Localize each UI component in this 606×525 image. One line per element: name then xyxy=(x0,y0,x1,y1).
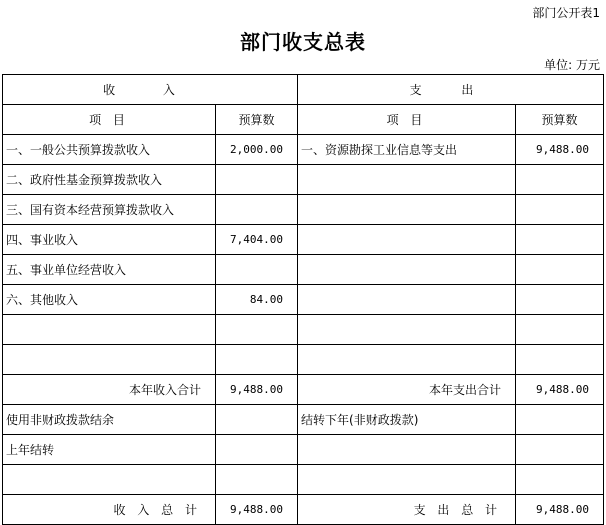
expense-value xyxy=(516,465,604,495)
table-row xyxy=(3,255,604,285)
table-row xyxy=(3,135,604,165)
section-header-row xyxy=(3,75,604,105)
expense-total-label: 支 出 总 计 xyxy=(298,495,516,525)
income-header: 收 入 xyxy=(3,75,298,105)
income-item: 二、政府性基金预算拨款收入 xyxy=(3,165,216,195)
income-subtotal-value: 9,488.00 xyxy=(216,375,298,405)
income-value xyxy=(216,465,298,495)
expense-subtotal-value: 9,488.00 xyxy=(516,375,604,405)
table-row xyxy=(3,405,604,435)
expense-item-header: 项 目 xyxy=(298,105,516,135)
income-item-header: 项 目 xyxy=(3,105,216,135)
expense-item xyxy=(298,225,516,255)
expense-value: 9,488.00 xyxy=(516,135,604,165)
income-item: 五、事业单位经营收入 xyxy=(3,255,216,285)
expense-item: 一、资源勘探工业信息等支出 xyxy=(298,135,516,165)
page-title: 部门收支总表 xyxy=(240,30,366,54)
income-value xyxy=(216,195,298,225)
income-value xyxy=(216,405,298,435)
expense-value xyxy=(516,255,604,285)
expense-item xyxy=(298,255,516,285)
expense-item xyxy=(298,465,516,495)
expense-item: 结转下年(非财政拨款) xyxy=(298,405,516,435)
income-item: 三、国有资本经营预算拨款收入 xyxy=(3,195,216,225)
income-value: 7,404.00 xyxy=(216,225,298,255)
income-value: 84.00 xyxy=(216,285,298,315)
expense-total-value: 9,488.00 xyxy=(516,495,604,525)
expense-budget-header: 预算数 xyxy=(516,105,604,135)
expense-value xyxy=(516,345,604,375)
income-item xyxy=(3,345,216,375)
expense-value xyxy=(516,195,604,225)
expense-item xyxy=(298,165,516,195)
table-row xyxy=(3,195,604,225)
income-expense-table xyxy=(2,74,604,525)
income-item xyxy=(3,465,216,495)
unit-label: 单位: 万元 xyxy=(544,58,600,72)
table-row xyxy=(3,165,604,195)
table-row xyxy=(3,345,604,375)
income-total-label: 收 入 总 计 xyxy=(3,495,216,525)
income-item: 六、其他收入 xyxy=(3,285,216,315)
expense-value xyxy=(516,315,604,345)
expense-item xyxy=(298,315,516,345)
income-value xyxy=(216,255,298,285)
expense-item xyxy=(298,285,516,315)
income-value xyxy=(216,315,298,345)
table-number-label: 部门公开表1 xyxy=(532,6,600,20)
expense-header: 支 出 xyxy=(298,75,604,105)
expense-item xyxy=(298,345,516,375)
expense-value xyxy=(516,225,604,255)
income-value xyxy=(216,165,298,195)
income-item: 四、事业收入 xyxy=(3,225,216,255)
column-header-row xyxy=(3,105,604,135)
table-row xyxy=(3,225,604,255)
expense-item xyxy=(298,195,516,225)
income-item: 使用非财政拨款结余 xyxy=(3,405,216,435)
table-row xyxy=(3,435,604,465)
income-value xyxy=(216,345,298,375)
income-subtotal-label: 本年收入合计 xyxy=(3,375,216,405)
income-item xyxy=(3,315,216,345)
expense-value xyxy=(516,405,604,435)
income-item: 上年结转 xyxy=(3,435,216,465)
expense-value xyxy=(516,435,604,465)
expense-subtotal-label: 本年支出合计 xyxy=(298,375,516,405)
income-item: 一、一般公共预算拨款收入 xyxy=(3,135,216,165)
expense-value xyxy=(516,165,604,195)
subtotal-row xyxy=(3,375,604,405)
income-value: 2,000.00 xyxy=(216,135,298,165)
table-row xyxy=(3,465,604,495)
total-row xyxy=(3,495,604,525)
income-total-value: 9,488.00 xyxy=(216,495,298,525)
expense-value xyxy=(516,285,604,315)
income-value xyxy=(216,435,298,465)
table-row xyxy=(3,315,604,345)
table-row xyxy=(3,285,604,315)
income-budget-header: 预算数 xyxy=(216,105,298,135)
expense-item xyxy=(298,435,516,465)
